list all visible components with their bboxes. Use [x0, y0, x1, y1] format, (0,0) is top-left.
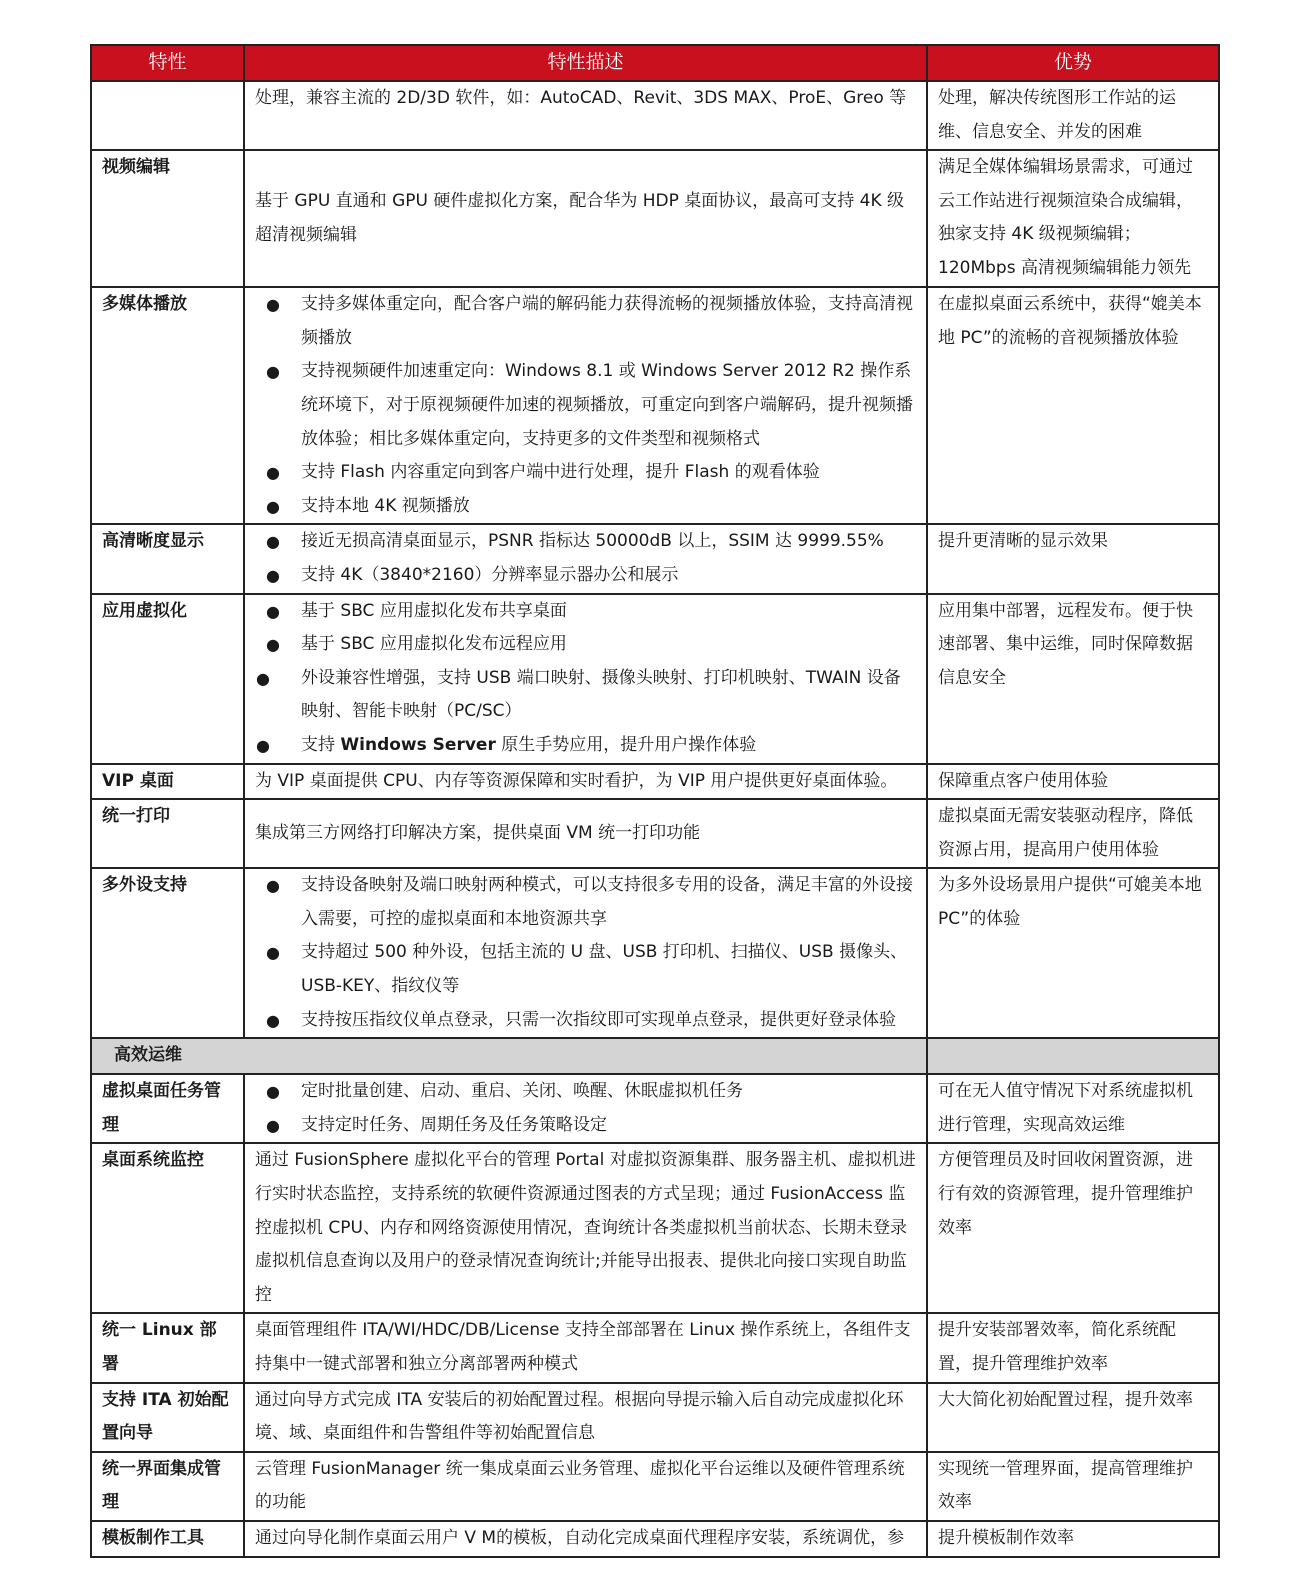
list-item: ● 外设兼容性增强，支持 USB 端口映射、摄像头映射、打印机映射、TWAIN 设备映射、智能卡映射（PC/SC）	[255, 662, 916, 729]
list-item: ● 基于 SBC 应用虚拟化发布共享桌面	[255, 595, 916, 629]
advantage-cell: 在虚拟桌面云系统中，获得“媲美本地 PC”的流畅的音视频播放体验	[927, 287, 1219, 524]
list-item: ● 支持多媒体重定向，配合客户端的解码能力获得流畅的视频播放体验，支持高清视频播放	[255, 288, 916, 355]
header-description: 特性描述	[244, 45, 927, 81]
list-item: ● 支持按压指纹仪单点登录，只需一次指纹即可实现单点登录，提供更好登录体验	[255, 1004, 916, 1038]
advantage-cell: 满足全媒体编辑场景需求，可通过云工作站进行视频渲染合成编辑，独家支持 4K 级视频编辑；120Mbps 高清视频编辑能力领先	[927, 150, 1219, 287]
table-row	[91, 1521, 1219, 1557]
table-row	[91, 150, 1219, 287]
list-item: ● 支持 Flash 内容重定向到客户端中进行处理，提升 Flash 的观看体验	[255, 456, 916, 490]
feature-cell: 桌面系统监控	[91, 1143, 244, 1313]
advantage-cell: 可在无人值守情况下对系统虚拟机进行管理，实现高效运维	[927, 1074, 1219, 1143]
list-item: ● 支持超过 500 种外设，包括主流的 U 盘、USB 打印机、扫描仪、USB 摄像头、USB-KEY、指纹仪等	[255, 936, 916, 1003]
feature-cell: 模板制作工具	[91, 1521, 244, 1557]
feature-cell: 支持 ITA 初始配置向导	[91, 1383, 244, 1452]
table-row	[91, 1074, 1219, 1143]
table-row	[91, 81, 1219, 150]
list-item: ● 支持 4K（3840*2160）分辨率显示器办公和展示	[255, 559, 916, 593]
feature-cell	[91, 81, 244, 150]
description-cell: 通过向导化制作桌面云用户 V M的模板，自动化完成桌面代理程序安装，系统调优，参	[244, 1521, 927, 1557]
description-cell: 基于 GPU 直通和 GPU 硬件虚拟化方案，配合华为 HDP 桌面协议，最高可支持 4K 级超清视频编辑	[244, 150, 927, 287]
feature-cell: VIP 桌面	[91, 764, 244, 800]
feature-table	[90, 44, 1220, 1558]
description-cell	[244, 287, 927, 524]
table-row	[91, 1452, 1219, 1521]
feature-cell: 视频编辑	[91, 150, 244, 287]
table-row	[91, 764, 1219, 800]
description-cell: 集成第三方网络打印解决方案，提供桌面 VM 统一打印功能	[244, 799, 927, 868]
feature-cell: 统一界面集成管理	[91, 1452, 244, 1521]
list-item-prefix: 支持	[301, 734, 341, 755]
table-row	[91, 1143, 1219, 1313]
table-row	[91, 799, 1219, 868]
feature-cell: 多媒体播放	[91, 287, 244, 524]
list-item: ● 接近无损高清桌面显示，PSNR 指标达 50000dB 以上，SSIM 达 9999.55%	[255, 525, 916, 559]
table-row	[91, 287, 1219, 524]
feature-cell: 统一打印	[91, 799, 244, 868]
advantage-cell: 大大简化初始配置过程，提升效率	[927, 1383, 1219, 1452]
description-cell: 通过向导方式完成 ITA 安装后的初始配置过程。根据向导提示输入后自动完成虚拟化环境、域、桌面组件和告警组件等初始配置信息	[244, 1383, 927, 1452]
table-row	[91, 524, 1219, 593]
section-title: 高效运维	[91, 1038, 927, 1074]
description-cell: 通过 FusionSphere 虚拟化平台的管理 Portal 对虚拟资源集群、服务器主机、虚拟机进行实时状态监控，支持系统的软硬件资源通过图表的方式呈现；通过 FusionAccess 监控虚拟机 CPU、内存和网络资源使用情况，查询统计各类虚拟机当前状态、长期未登录虚拟机信息查询以及用户的登录情况查询统计;并能导出报表、提供北向接口实现自助监控	[244, 1143, 927, 1313]
bullet-list	[255, 869, 916, 1037]
list-item: ● 基于 SBC 应用虚拟化发布远程应用	[255, 628, 916, 662]
bullet-list	[255, 595, 916, 763]
section-empty-cell	[927, 1038, 1219, 1074]
description-cell	[244, 524, 927, 593]
advantage-cell: 虚拟桌面无需安装驱动程序，降低资源占用，提高用户使用体验	[927, 799, 1219, 868]
list-item: ● 支持本地 4K 视频播放	[255, 490, 916, 524]
header-feature: 特性	[91, 45, 244, 81]
section-header-row	[91, 1038, 1219, 1074]
feature-cell: 统一 Linux 部署	[91, 1313, 244, 1382]
advantage-cell: 实现统一管理界面，提高管理维护效率	[927, 1452, 1219, 1521]
bullet-list	[255, 1075, 916, 1142]
advantage-cell: 方便管理员及时回收闲置资源，进行有效的资源管理，提升管理维护效率	[927, 1143, 1219, 1313]
table-row	[91, 1383, 1219, 1452]
advantage-cell: 提升模板制作效率	[927, 1521, 1219, 1557]
feature-cell: 高清晰度显示	[91, 524, 244, 593]
table-row	[91, 868, 1219, 1038]
table-row	[91, 1313, 1219, 1382]
description-cell: 处理，兼容主流的 2D/3D 软件，如：AutoCAD、Revit、3DS MAX、ProE、Greo 等	[244, 81, 927, 150]
description-cell	[244, 868, 927, 1038]
feature-cell: 多外设支持	[91, 868, 244, 1038]
list-item-suffix: 原生手势应用，提升用户操作体验	[495, 734, 757, 755]
list-item-emphasis: Windows Server	[340, 734, 496, 755]
feature-cell: 虚拟桌面任务管理	[91, 1074, 244, 1143]
table-header-row	[91, 45, 1219, 81]
advantage-cell: 提升安装部署效率，简化系统配置，提升管理维护效率	[927, 1313, 1219, 1382]
advantage-cell: 处理，解决传统图形工作站的运维、信息安全、并发的困难	[927, 81, 1219, 150]
description-cell: 云管理 FusionManager 统一集成桌面云业务管理、虚拟化平台运维以及硬件管理系统的功能	[244, 1452, 927, 1521]
advantage-cell: 为多外设场景用户提供“可媲美本地 PC”的体验	[927, 868, 1219, 1038]
advantage-cell: 保障重点客户使用体验	[927, 764, 1219, 800]
bullet-list	[255, 288, 916, 523]
description-cell: 为 VIP 桌面提供 CPU、内存等资源保障和实时看护，为 VIP 用户提供更好桌面体验。	[244, 764, 927, 800]
list-item: ● 支持设备映射及端口映射两种模式，可以支持很多专用的设备，满足丰富的外设接入需要，可控的虚拟桌面和本地资源共享	[255, 869, 916, 936]
list-item: ● 支持定时任务、周期任务及任务策略设定	[255, 1109, 916, 1143]
advantage-cell: 提升更清晰的显示效果	[927, 524, 1219, 593]
description-cell: 桌面管理组件 ITA/WI/HDC/DB/License 支持全部部署在 Linux 操作系统上，各组件支持集中一键式部署和独立分离部署两种模式	[244, 1313, 927, 1382]
header-advantage: 优势	[927, 45, 1219, 81]
advantage-cell: 应用集中部署，远程发布。便于快速部署、集中运维，同时保障数据信息安全	[927, 594, 1219, 764]
feature-cell: 应用虚拟化	[91, 594, 244, 764]
list-item	[255, 729, 916, 763]
description-cell	[244, 594, 927, 764]
list-item: ● 支持视频硬件加速重定向：Windows 8.1 或 Windows Server 2012 R2 操作系统环境下，对于原视频硬件加速的视频播放，可重定向到客户端解码，提升视频播放体验；相比多媒体重定向，支持更多的文件类型和视频格式	[255, 355, 916, 456]
table-row	[91, 594, 1219, 764]
description-cell	[244, 1074, 927, 1143]
list-item: ● 定时批量创建、启动、重启、关闭、唤醒、休眠虚拟机任务	[255, 1075, 916, 1109]
bullet-list	[255, 525, 916, 592]
